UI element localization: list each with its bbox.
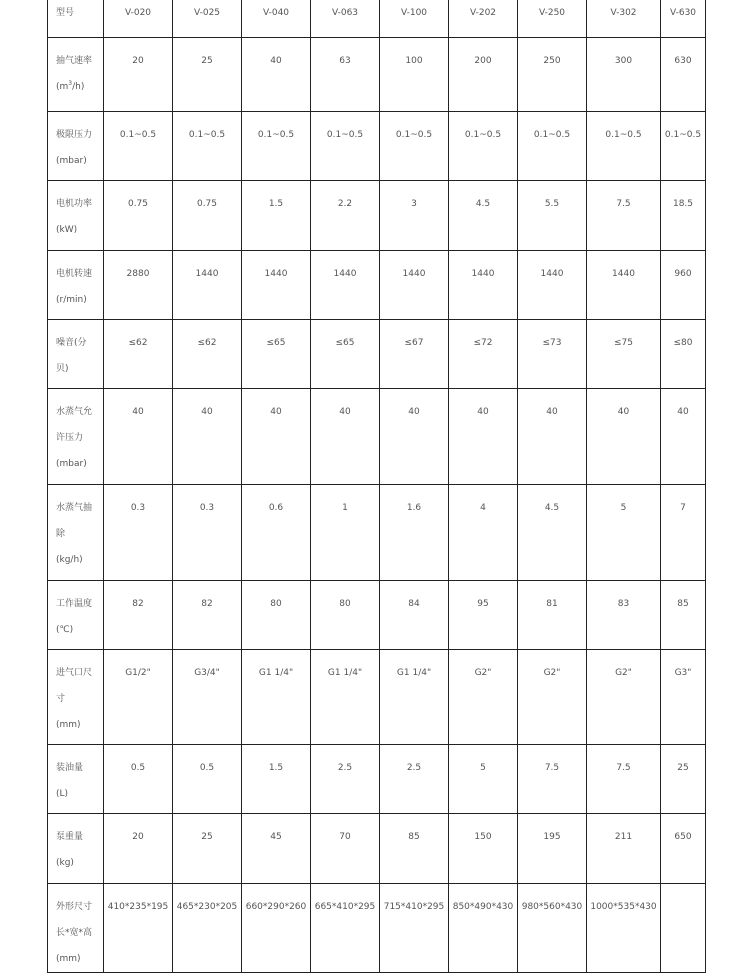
row-label-line: 长*宽*高	[56, 928, 93, 938]
row-label-line: (kg)	[56, 858, 74, 868]
value-cell	[661, 884, 706, 973]
value-cell: G2"	[449, 650, 518, 745]
value-cell: 83	[587, 581, 661, 650]
row-label-cell	[48, 251, 104, 320]
value-cell: G3/4"	[173, 650, 242, 745]
spec-table-body	[48, 0, 706, 973]
header-label-cell: 型号	[48, 0, 104, 38]
row-label-line: 水蒸气允	[56, 407, 93, 417]
row-label-cell	[48, 389, 104, 485]
value-cell: 0.1~0.5	[449, 112, 518, 181]
value-cell: 95	[449, 581, 518, 650]
row-label-line: 贝)	[56, 364, 69, 374]
value-cell: 0.75	[104, 181, 173, 251]
row-label-line: (L)	[56, 789, 69, 799]
row-label-line: 寸	[56, 694, 66, 704]
table-row	[48, 181, 706, 251]
row-label-line: (r/min)	[56, 295, 87, 305]
row-label-cell	[48, 38, 104, 112]
value-cell: ≤80	[661, 320, 706, 389]
header-row	[48, 0, 706, 38]
row-label-line: 工作温度	[56, 599, 93, 609]
value-cell: ≤62	[173, 320, 242, 389]
row-label-line: 电机转速	[56, 269, 93, 279]
value-cell: 40	[173, 389, 242, 485]
table-row	[48, 650, 706, 745]
row-label-cell	[48, 485, 104, 581]
value-cell: 84	[380, 581, 449, 650]
row-label-line: 噪音(分	[56, 338, 87, 348]
value-cell: 0.3	[104, 485, 173, 581]
header-model-cell: V-063	[311, 0, 380, 38]
table-row	[48, 389, 706, 485]
table-row	[48, 251, 706, 320]
value-cell: 0.5	[104, 745, 173, 814]
header-model-cell: V-025	[173, 0, 242, 38]
value-cell: 40	[518, 389, 587, 485]
value-cell: 5.5	[518, 181, 587, 251]
value-cell: 25	[661, 745, 706, 814]
value-cell: 1000*535*430	[587, 884, 661, 973]
value-cell: 40	[242, 389, 311, 485]
value-cell: 1440	[587, 251, 661, 320]
header-model-cell: V-630	[661, 0, 706, 38]
value-cell: 650	[661, 814, 706, 884]
value-cell: 1440	[449, 251, 518, 320]
header-model-cell: V-302	[587, 0, 661, 38]
row-label-line: $(m^3/h)$	[56, 80, 85, 92]
value-cell: 5	[449, 745, 518, 814]
value-cell: 960	[661, 251, 706, 320]
value-cell: 81	[518, 581, 587, 650]
row-label-cell	[48, 581, 104, 650]
value-cell: 980*560*430	[518, 884, 587, 973]
table-row	[48, 38, 706, 112]
value-cell: 0.1~0.5	[661, 112, 706, 181]
value-cell: 0.6	[242, 485, 311, 581]
value-cell: 7.5	[587, 745, 661, 814]
value-cell: 85	[661, 581, 706, 650]
value-cell: ≤73	[518, 320, 587, 389]
row-label-line: (kg/h)	[56, 555, 83, 565]
value-cell: 7	[661, 485, 706, 581]
value-cell: 410*235*195	[104, 884, 173, 973]
row-label-cell	[48, 814, 104, 884]
value-cell: 40	[311, 389, 380, 485]
value-cell: 63	[311, 38, 380, 112]
row-label-line: 水蒸气抽	[56, 503, 93, 513]
row-label-line: 泵重量	[56, 832, 84, 842]
value-cell: 25	[173, 38, 242, 112]
value-cell: 40	[380, 389, 449, 485]
value-cell: G3"	[661, 650, 706, 745]
value-cell: 300	[587, 38, 661, 112]
row-label-cell	[48, 650, 104, 745]
value-cell: ≤65	[311, 320, 380, 389]
value-cell: ≤72	[449, 320, 518, 389]
row-label-line: 装油量	[56, 763, 84, 773]
value-cell: G1 1/4"	[242, 650, 311, 745]
row-label-line: (mbar)	[56, 459, 87, 469]
table-row	[48, 581, 706, 650]
value-cell: 1.5	[242, 181, 311, 251]
header-model-cell: V-020	[104, 0, 173, 38]
value-cell: 18.5	[661, 181, 706, 251]
row-label-line: (℃)	[56, 625, 74, 635]
value-cell: 82	[104, 581, 173, 650]
value-cell: 40	[449, 389, 518, 485]
value-cell: G1 1/4"	[311, 650, 380, 745]
value-cell: 0.5	[173, 745, 242, 814]
value-cell: 1.6	[380, 485, 449, 581]
value-cell: 630	[661, 38, 706, 112]
row-label-line: (mm)	[56, 720, 81, 730]
value-cell: G1 1/4"	[380, 650, 449, 745]
value-cell: 0.1~0.5	[311, 112, 380, 181]
value-cell: 4.5	[449, 181, 518, 251]
row-label-line: (kW)	[56, 225, 78, 235]
row-label-line: 外形尺寸	[56, 902, 93, 912]
value-cell: 25	[173, 814, 242, 884]
value-cell: 3	[380, 181, 449, 251]
value-cell: 2.2	[311, 181, 380, 251]
value-cell: ≤67	[380, 320, 449, 389]
spec-table	[47, 0, 706, 973]
value-cell: 0.75	[173, 181, 242, 251]
value-cell: 40	[104, 389, 173, 485]
value-cell: 0.1~0.5	[173, 112, 242, 181]
value-cell: 0.1~0.5	[104, 112, 173, 181]
table-row	[48, 745, 706, 814]
row-label-cell	[48, 320, 104, 389]
row-label-cell	[48, 181, 104, 251]
row-label-line: 进气口尺	[56, 668, 93, 678]
row-label-cell	[48, 745, 104, 814]
value-cell: 100	[380, 38, 449, 112]
value-cell: 4	[449, 485, 518, 581]
value-cell: 5	[587, 485, 661, 581]
value-cell: G1/2"	[104, 650, 173, 745]
row-label-cell	[48, 112, 104, 181]
value-cell: 195	[518, 814, 587, 884]
value-cell: G2"	[587, 650, 661, 745]
value-cell: 0.1~0.5	[380, 112, 449, 181]
value-cell: 1440	[242, 251, 311, 320]
value-cell: 715*410*295	[380, 884, 449, 973]
row-label-line: (mm)	[56, 954, 81, 964]
row-label-line: 除	[56, 529, 66, 539]
row-label-line: 许压力	[56, 433, 84, 443]
value-cell: G2"	[518, 650, 587, 745]
value-cell: 850*490*430	[449, 884, 518, 973]
value-cell: 0.1~0.5	[242, 112, 311, 181]
value-cell: 665*410*295	[311, 884, 380, 973]
value-cell: 211	[587, 814, 661, 884]
value-cell: 1440	[173, 251, 242, 320]
header-model-cell: V-040	[242, 0, 311, 38]
table-row	[48, 485, 706, 581]
row-label-line: (mbar)	[56, 156, 87, 166]
header-model-cell: V-202	[449, 0, 518, 38]
value-cell: 1440	[311, 251, 380, 320]
value-cell: 85	[380, 814, 449, 884]
value-cell: 0.3	[173, 485, 242, 581]
value-cell: 150	[449, 814, 518, 884]
value-cell: 1440	[380, 251, 449, 320]
value-cell: 80	[311, 581, 380, 650]
value-cell: 7.5	[587, 181, 661, 251]
value-cell: 250	[518, 38, 587, 112]
value-cell: 465*230*205	[173, 884, 242, 973]
header-model-cell: V-100	[380, 0, 449, 38]
row-label-line: 极限压力	[56, 130, 93, 140]
value-cell: 4.5	[518, 485, 587, 581]
value-cell: 82	[173, 581, 242, 650]
value-cell: 660*290*260	[242, 884, 311, 973]
value-cell: 40	[587, 389, 661, 485]
value-cell: 2.5	[311, 745, 380, 814]
row-label-line: 电机功率	[56, 199, 93, 209]
table-row	[48, 112, 706, 181]
table-row	[48, 814, 706, 884]
value-cell: 45	[242, 814, 311, 884]
value-cell: 2.5	[380, 745, 449, 814]
value-cell: 1	[311, 485, 380, 581]
value-cell: 80	[242, 581, 311, 650]
value-cell: ≤65	[242, 320, 311, 389]
value-cell: 0.1~0.5	[587, 112, 661, 181]
value-cell: 40	[661, 389, 706, 485]
value-cell: 1440	[518, 251, 587, 320]
table-row	[48, 884, 706, 973]
value-cell: 40	[242, 38, 311, 112]
value-cell: 2880	[104, 251, 173, 320]
row-label-line: 抽气速率	[56, 56, 93, 66]
header-model-cell: V-250	[518, 0, 587, 38]
table-row	[48, 320, 706, 389]
value-cell: 200	[449, 38, 518, 112]
value-cell: 20	[104, 814, 173, 884]
value-cell: 20	[104, 38, 173, 112]
value-cell: 0.1~0.5	[518, 112, 587, 181]
value-cell: 1.5	[242, 745, 311, 814]
value-cell: ≤75	[587, 320, 661, 389]
value-cell: 70	[311, 814, 380, 884]
row-label-cell	[48, 884, 104, 973]
value-cell: ≤62	[104, 320, 173, 389]
value-cell: 7.5	[518, 745, 587, 814]
